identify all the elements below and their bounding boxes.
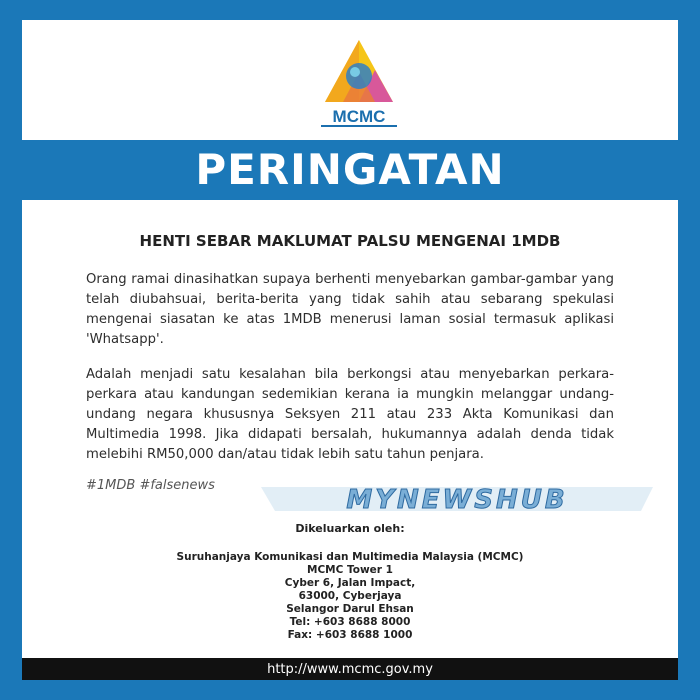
address-line: 63000, Cyberjaya xyxy=(298,590,402,602)
notice-paragraph-1: Orang ramai dinasihatkan supaya berhenti menyebarkan gambar-gambar yang telah diubahsuai, berita-berita yang tidak sahih atau sebarang spekulasi mengenai siasatan ke atas 1MDB menerusi laman sosial termasuk aplikasi 'Whatsapp'. xyxy=(86,272,614,347)
warning-banner xyxy=(22,140,678,200)
address-line: Tel: +603 8688 8000 xyxy=(289,616,411,628)
address-line: Fax: +603 8688 1000 xyxy=(287,629,413,641)
address-line: Selangor Darul Ehsan xyxy=(286,603,414,615)
address-line: Suruhanjaya Komunikasi dan Multimedia Malaysia (MCMC) xyxy=(176,551,524,563)
banner-title: PERINGATAN xyxy=(195,145,505,194)
address-line: Cyber 6, Jalan Impact, xyxy=(284,577,416,589)
hashtags: #1MDB #falsenews xyxy=(86,478,215,493)
notice-heading: HENTI SEBAR MAKLUMAT PALSU MENGENAI 1MDB xyxy=(139,232,561,250)
watermark xyxy=(257,483,657,519)
watermark-text: MYNEWSHUB xyxy=(346,485,568,515)
website-link[interactable]: http://www.mcmc.gov.my xyxy=(267,662,433,677)
issuer-address xyxy=(22,551,678,642)
notice-paragraph-2: Adalah menjadi satu kesalahan bila berkongsi atau menyebarkan perkara-perkara atau kandungan sedemikian kerana ia mungkin melanggar undang-undang negara khususnya Seksyen 211 atau 233 Akta Komunikasi dan Multimedia 1998. Jika didapati bersalah, hukumannya adalah denda tidak melebihi RM50,000 dan/atau tidak lebih satu tahun penjara. xyxy=(86,367,614,462)
header-panel xyxy=(22,20,678,140)
logo-text: MCMC xyxy=(332,107,386,126)
footer-bar xyxy=(22,658,678,680)
mcmc-logo xyxy=(317,34,437,132)
issued-by-label: Dikeluarkan oleh: xyxy=(295,522,405,535)
notice-body xyxy=(22,200,678,658)
address-line: MCMC Tower 1 xyxy=(307,564,393,576)
